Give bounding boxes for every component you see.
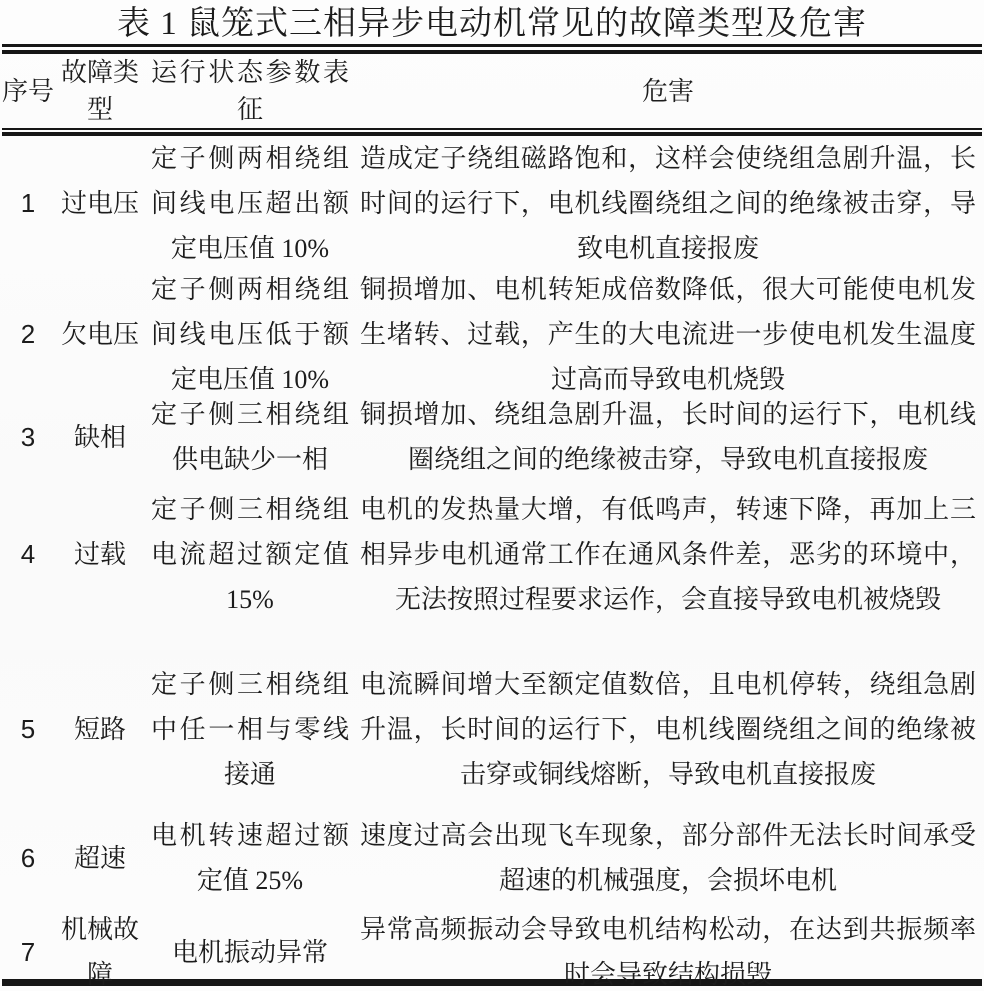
cell-fault-type: 超速 (73, 843, 126, 873)
cell-serial-number: 2 (20, 319, 36, 349)
table-top-rule (2, 44, 982, 54)
header-cell-hazard: 危害 (641, 76, 694, 106)
table-row (2, 907, 982, 989)
cell-fault-type: 缺相 (73, 422, 126, 452)
header-cell-serial-number: 序号 (2, 75, 55, 106)
cell-parameter: 定子侧三相绕组电流超过额定值 15% (151, 495, 349, 614)
cell-parameter: 电机振动异常 (171, 937, 328, 967)
cell-serial-number: 4 (20, 539, 36, 569)
cell-fault-type: 机械故障 (60, 915, 139, 989)
cell-parameter: 定子侧两相绕组间线电压低于额定电压值 10% (151, 275, 349, 394)
cell-fault-type: 短路 (73, 714, 126, 744)
cell-serial-number: 7 (20, 936, 36, 967)
header-cell-operating-state-parameter: 运行状态参数表征 (151, 58, 349, 124)
header-cell-fault-type: 故障类型 (60, 58, 139, 124)
table-header-row (2, 54, 982, 128)
table-title: 表 1 鼠笼式三相异步电动机常见的故障类型及危害 (117, 6, 867, 42)
cell-hazard: 铜损增加、绕组急剧升温，长时间的运行下，电机线圈绕组之间的绝缘被击穿，导致电机直接报废 (360, 400, 976, 474)
cell-hazard: 速度过高会出现飞车现象，部分部件无法长时间承受超速的机械强度，会损坏电机 (360, 821, 976, 895)
cell-hazard: 造成定子绕组磁路饱和，这样会使绕组急剧升温，长时间的运行下，电机线圈绕组之间的绝缘被击穿，导致电机直接报废 (360, 144, 976, 263)
cell-serial-number: 6 (20, 842, 36, 873)
cell-hazard: 铜损增加、电机转矩成倍数降低，很大可能使电机发生堵转、过载，产生的大电流进一步使电机发生温度过高而导致电机烧毁 (360, 275, 976, 394)
cell-hazard: 电机的发热量大增，有低鸣声，转速下降，再加上三相异步电机通常工作在通风条件差，恶劣的环境中，无法按照过程要求运作，会直接导致电机被烧毁 (360, 495, 976, 614)
header-divider-rule (2, 128, 982, 136)
cell-parameter: 定子侧两相绕组间线电压超出额定电压值 10% (151, 144, 349, 263)
cell-fault-type: 过载 (73, 540, 126, 569)
table-row (2, 809, 982, 907)
cell-fault-type: 过电压 (60, 189, 139, 218)
cell-hazard: 异常高频振动会导致电机结构松动，在达到共振频率时会导致结构损毁 (360, 915, 976, 989)
table-row (2, 387, 982, 487)
cell-hazard: 电流瞬间增大至额定值数倍，且电机停转，绕组急剧升温，长时间的运行下，电机线圈绕组之间的绝缘被击穿或铜线熔断，导致电机直接报废 (360, 669, 976, 789)
cell-serial-number: 1 (20, 188, 36, 218)
cell-serial-number: 3 (20, 421, 36, 452)
table-row (2, 267, 982, 394)
table-row (2, 136, 982, 267)
table-row (2, 649, 982, 809)
cell-parameter: 定子侧三相绕组供电缺少一相 (151, 400, 349, 474)
cell-fault-type: 欠电压 (60, 320, 139, 349)
cell-serial-number: 5 (20, 713, 36, 744)
cell-parameter: 电机转速超过额定值 25% (151, 821, 349, 895)
table-row (2, 487, 982, 649)
cell-parameter: 定子侧三相绕组中任一相与零线接通 (151, 669, 349, 789)
